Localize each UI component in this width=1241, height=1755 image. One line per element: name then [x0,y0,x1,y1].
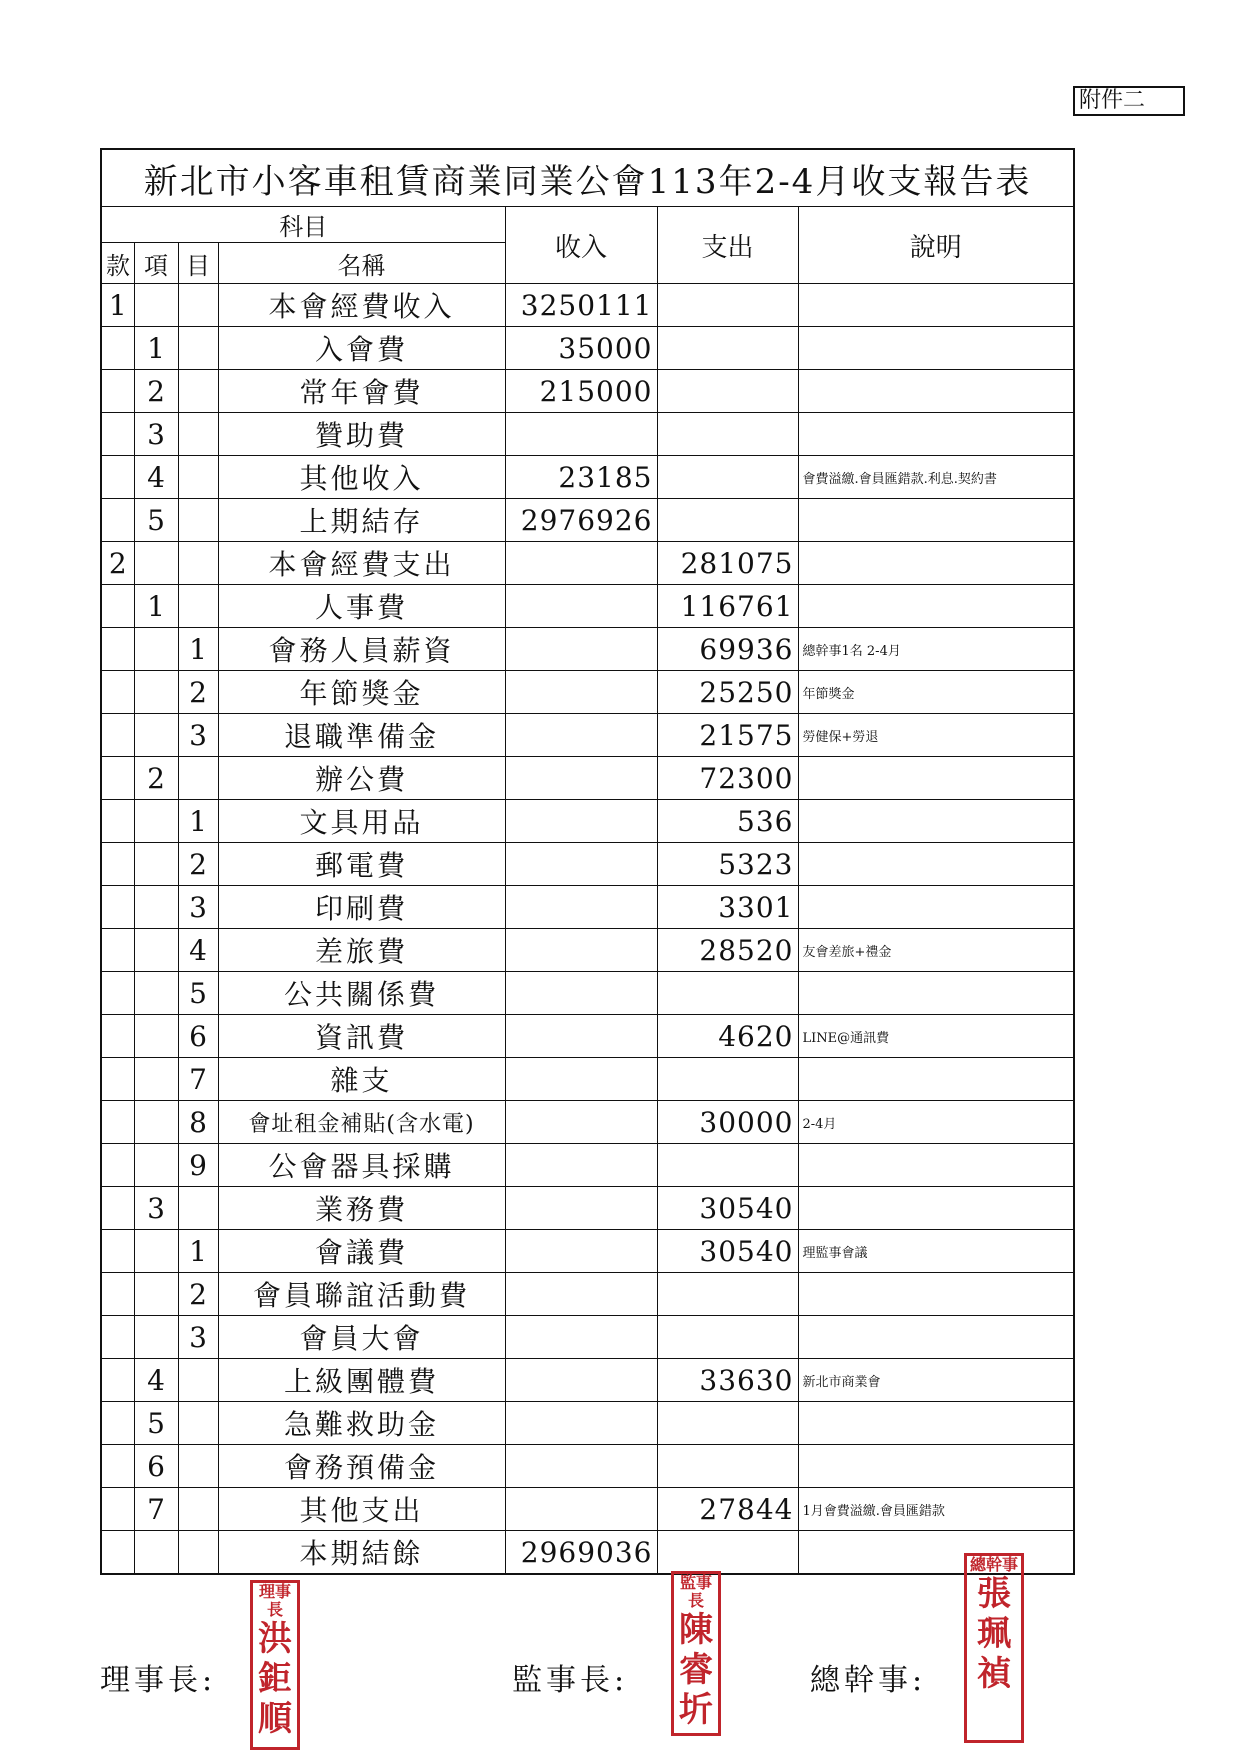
cell-mu: 1 [178,628,218,671]
cell-income [505,714,657,757]
cell-name: 本會經費收入 [218,284,505,327]
table-row [101,499,1074,542]
cell-mu [178,1359,218,1402]
cell-mu [178,1488,218,1531]
cell-income: 2976926 [505,499,657,542]
cell-note: 1月會費溢繳.會員匯錯款 [798,1488,1074,1531]
cell-mu: 7 [178,1058,218,1101]
cell-expense: 30000 [657,1101,798,1144]
cell-kuan [101,671,134,714]
cell-mu [178,499,218,542]
table-row [101,413,1074,456]
cell-expense: 536 [657,800,798,843]
cell-name: 上級團體費 [218,1359,505,1402]
cell-income [505,1445,657,1488]
cell-mu: 5 [178,972,218,1015]
chairman-label: 理事長: [100,1663,217,1698]
cell-note [798,1144,1074,1187]
cell-kuan [101,456,134,499]
cell-name: 郵電費 [218,843,505,886]
cell-expense: 3301 [657,886,798,929]
supervisor-stamp-name: 陳睿圻 [679,1610,713,1730]
cell-income: 35000 [505,327,657,370]
cell-expense [657,456,798,499]
cell-note: 年節獎金 [798,671,1074,714]
cell-expense [657,413,798,456]
cell-kuan [101,1488,134,1531]
chairman-stamp-name: 洪鉅順 [258,1619,292,1739]
cell-expense [657,284,798,327]
cell-expense [657,327,798,370]
cell-name: 本期結餘 [218,1531,505,1575]
cell-name: 贊助費 [218,413,505,456]
cell-note [798,757,1074,800]
cell-mu: 2 [178,1273,218,1316]
cell-mu: 6 [178,1015,218,1058]
cell-kuan [101,1316,134,1359]
cell-name: 其他支出 [218,1488,505,1531]
supervisor-stamp [671,1571,721,1736]
header-income: 收入 [505,207,657,284]
cell-name: 其他收入 [218,456,505,499]
cell-note: 友會差旅+禮金 [798,929,1074,972]
table-row [101,542,1074,585]
table-row [101,1101,1074,1144]
table-row [101,1445,1074,1488]
supervisor-label: 監事長: [512,1663,629,1698]
cell-xiang [134,628,178,671]
cell-xiang: 3 [134,1187,178,1230]
cell-income [505,929,657,972]
cell-income [505,585,657,628]
cell-xiang: 2 [134,757,178,800]
cell-xiang [134,1058,178,1101]
cell-income [505,843,657,886]
cell-expense [657,1445,798,1488]
cell-name: 會員聯誼活動費 [218,1273,505,1316]
cell-xiang [134,284,178,327]
table-row [101,1531,1074,1575]
cell-note: 新北市商業會 [798,1359,1074,1402]
cell-name: 差旅費 [218,929,505,972]
cell-income [505,1144,657,1187]
cell-kuan [101,327,134,370]
header-mu: 目 [178,243,218,284]
cell-mu: 3 [178,714,218,757]
cell-expense [657,1402,798,1445]
table-row [101,284,1074,327]
cell-kuan: 1 [101,284,134,327]
table-row [101,886,1074,929]
secretary-stamp [964,1553,1024,1743]
cell-note [798,499,1074,542]
table-row [101,1230,1074,1273]
cell-expense: 4620 [657,1015,798,1058]
cell-xiang [134,800,178,843]
cell-xiang [134,1531,178,1575]
cell-mu [178,1187,218,1230]
cell-xiang [134,972,178,1015]
table-row [101,1144,1074,1187]
cell-name: 入會費 [218,327,505,370]
table-row [101,972,1074,1015]
table-row [101,929,1074,972]
header-name: 名稱 [218,243,505,284]
table-row [101,1015,1074,1058]
cell-kuan [101,1144,134,1187]
cell-xiang [134,714,178,757]
cell-income [505,1316,657,1359]
cell-xiang [134,886,178,929]
cell-expense: 72300 [657,757,798,800]
cell-xiang: 5 [134,1402,178,1445]
cell-mu: 1 [178,1230,218,1273]
cell-xiang: 2 [134,370,178,413]
cell-note: 理監事會議 [798,1230,1074,1273]
cell-xiang: 5 [134,499,178,542]
cell-note: 總幹事1名 2-4月 [798,628,1074,671]
cell-xiang [134,1230,178,1273]
cell-kuan [101,499,134,542]
cell-kuan: 2 [101,542,134,585]
cell-mu [178,413,218,456]
cell-mu: 3 [178,1316,218,1359]
cell-note [798,1058,1074,1101]
cell-kuan [101,757,134,800]
cell-expense [657,1316,798,1359]
table-row [101,1316,1074,1359]
supervisor-stamp-title: 監事長 [679,1573,712,1610]
cell-mu [178,1402,218,1445]
cell-mu [178,456,218,499]
cell-name: 年節獎金 [218,671,505,714]
cell-xiang [134,843,178,886]
cell-name: 業務費 [218,1187,505,1230]
title-row [101,149,1074,207]
table-row [101,671,1074,714]
chairman-stamp [250,1580,300,1750]
cell-income [505,800,657,843]
table-row [101,1058,1074,1101]
cell-mu [178,327,218,370]
cell-note [798,370,1074,413]
cell-kuan [101,1187,134,1230]
header-row-top [101,207,1074,243]
table-row [101,1273,1074,1316]
cell-kuan [101,370,134,413]
cell-income [505,413,657,456]
cell-kuan [101,1015,134,1058]
cell-mu: 3 [178,886,218,929]
cell-income: 23185 [505,456,657,499]
cell-xiang [134,1101,178,1144]
cell-kuan [101,972,134,1015]
cell-kuan [101,800,134,843]
cell-kuan [101,1359,134,1402]
cell-xiang [134,1316,178,1359]
cell-mu [178,542,218,585]
cell-expense: 25250 [657,671,798,714]
header-subject: 科目 [101,207,505,243]
cell-income [505,628,657,671]
cell-income [505,542,657,585]
table-row [101,714,1074,757]
cell-xiang [134,1015,178,1058]
cell-income: 2969036 [505,1531,657,1575]
cell-mu: 4 [178,929,218,972]
cell-note [798,1187,1074,1230]
cell-expense: 5323 [657,843,798,886]
cell-name: 辦公費 [218,757,505,800]
cell-mu [178,585,218,628]
table-row [101,585,1074,628]
table-row [101,370,1074,413]
cell-note [798,1445,1074,1488]
cell-name: 人事費 [218,585,505,628]
cell-note [798,800,1074,843]
report-title: 新北市小客車租賃商業同業公會113年2-4月收支報告表 [101,149,1074,207]
cell-expense: 28520 [657,929,798,972]
cell-income [505,1402,657,1445]
cell-income [505,757,657,800]
cell-xiang: 4 [134,456,178,499]
cell-xiang: 6 [134,1445,178,1488]
cell-kuan [101,886,134,929]
cell-name: 會員大會 [218,1316,505,1359]
table-row [101,1359,1074,1402]
secretary-label: 總幹事: [810,1663,927,1698]
cell-name: 雜支 [218,1058,505,1101]
header-xiang: 項 [134,243,178,284]
secretary-stamp-name: 張珮禎 [977,1574,1011,1694]
table-row [101,800,1074,843]
financial-report-table [100,148,1075,1575]
cell-note [798,327,1074,370]
cell-mu [178,1445,218,1488]
cell-kuan [101,1531,134,1575]
cell-expense [657,499,798,542]
table-row [101,843,1074,886]
table-row [101,757,1074,800]
cell-expense [657,1058,798,1101]
cell-note [798,1531,1074,1575]
cell-income [505,671,657,714]
cell-xiang: 3 [134,413,178,456]
cell-name: 本會經費支出 [218,542,505,585]
cell-name: 上期結存 [218,499,505,542]
cell-kuan [101,585,134,628]
cell-mu: 1 [178,800,218,843]
cell-note [798,284,1074,327]
cell-xiang [134,542,178,585]
cell-income [505,1488,657,1531]
cell-income [505,1230,657,1273]
cell-xiang [134,1273,178,1316]
cell-xiang [134,671,178,714]
table-row [101,456,1074,499]
cell-income [505,1015,657,1058]
table-row [101,327,1074,370]
cell-expense: 69936 [657,628,798,671]
cell-mu: 9 [178,1144,218,1187]
cell-expense [657,1531,798,1575]
header-note: 說明 [798,207,1074,284]
cell-note [798,1402,1074,1445]
cell-kuan [101,1273,134,1316]
attachment-label: 附件二 [1073,86,1185,116]
cell-kuan [101,1402,134,1445]
cell-name: 公會器具採購 [218,1144,505,1187]
cell-xiang [134,929,178,972]
cell-kuan [101,628,134,671]
cell-note: 會費溢繳.會員匯錯款.利息.契約書 [798,456,1074,499]
cell-name: 資訊費 [218,1015,505,1058]
cell-kuan [101,413,134,456]
cell-name: 會務人員薪資 [218,628,505,671]
cell-kuan [101,843,134,886]
cell-note [798,413,1074,456]
cell-expense: 33630 [657,1359,798,1402]
cell-note: 勞健保+勞退 [798,714,1074,757]
header-kuan: 款 [101,243,134,284]
cell-mu: 8 [178,1101,218,1144]
cell-name: 會議費 [218,1230,505,1273]
cell-name: 急難救助金 [218,1402,505,1445]
cell-name: 文具用品 [218,800,505,843]
cell-income: 3250111 [505,284,657,327]
cell-kuan [101,714,134,757]
cell-income [505,972,657,1015]
cell-note [798,1316,1074,1359]
cell-xiang: 7 [134,1488,178,1531]
cell-expense [657,1273,798,1316]
cell-mu [178,1531,218,1575]
cell-income [505,1273,657,1316]
cell-expense: 30540 [657,1187,798,1230]
cell-name: 會務預備金 [218,1445,505,1488]
cell-income [505,1058,657,1101]
cell-name: 退職準備金 [218,714,505,757]
cell-expense: 21575 [657,714,798,757]
cell-income [505,1359,657,1402]
cell-mu [178,370,218,413]
cell-note: 2-4月 [798,1101,1074,1144]
cell-note [798,886,1074,929]
cell-xiang [134,1144,178,1187]
cell-name: 會址租金補貼(含水電) [218,1101,505,1144]
cell-name: 印刷費 [218,886,505,929]
cell-expense: 30540 [657,1230,798,1273]
secretary-stamp-title: 總幹事 [969,1555,1018,1574]
cell-kuan [101,1230,134,1273]
cell-mu [178,284,218,327]
cell-note: LINE@通訊費 [798,1015,1074,1058]
cell-income [505,886,657,929]
cell-mu: 2 [178,843,218,886]
cell-name: 公共關係費 [218,972,505,1015]
chairman-stamp-title: 理事長 [258,1582,291,1619]
table-row [101,1187,1074,1230]
cell-xiang: 4 [134,1359,178,1402]
cell-income [505,1187,657,1230]
cell-note [798,972,1074,1015]
cell-name: 常年會費 [218,370,505,413]
cell-expense [657,972,798,1015]
cell-expense: 27844 [657,1488,798,1531]
table-row [101,1402,1074,1445]
cell-kuan [101,929,134,972]
cell-expense [657,370,798,413]
cell-expense [657,1144,798,1187]
cell-note [798,542,1074,585]
cell-xiang: 1 [134,585,178,628]
cell-note [798,1273,1074,1316]
cell-income [505,1101,657,1144]
cell-mu: 2 [178,671,218,714]
cell-note [798,585,1074,628]
cell-mu [178,757,218,800]
table-row [101,628,1074,671]
cell-note [798,843,1074,886]
header-expense: 支出 [657,207,798,284]
cell-xiang: 1 [134,327,178,370]
cell-kuan [101,1101,134,1144]
cell-expense: 281075 [657,542,798,585]
table-row [101,1488,1074,1531]
cell-kuan [101,1058,134,1101]
cell-expense: 116761 [657,585,798,628]
cell-kuan [101,1445,134,1488]
cell-income: 215000 [505,370,657,413]
